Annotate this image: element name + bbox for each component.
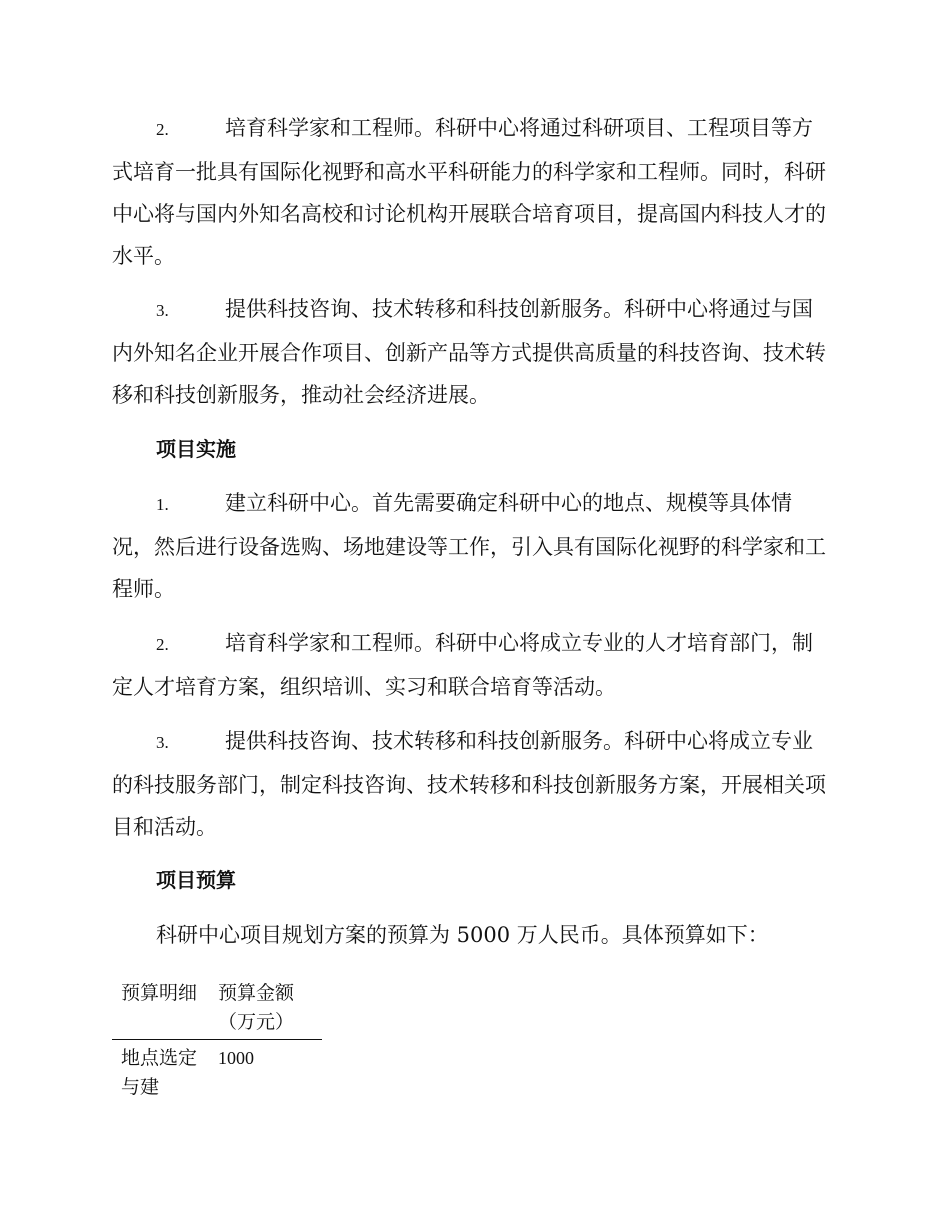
budget-intro: 科研中心项目规划方案的预算为 5000 万人民币。具体预算如下： [156, 923, 769, 947]
table-header-item: 预算明细 [112, 975, 215, 1040]
goal-number: 3. [156, 301, 169, 320]
budget-item-cell: 地点选定与建 [121, 1047, 198, 1098]
goal-item [112, 107, 832, 277]
implementation-text: 培育科学家和工程师。科研中心将成立专业的人才培育部门，制定人才培育方案，组织培训、实习和联合培育等活动。 [112, 631, 813, 699]
implementation-number: 3. [156, 733, 169, 752]
table-header-amount: 预算金额（万元） [215, 975, 322, 1040]
budget-table [112, 975, 322, 1104]
section-heading-implementation: 项目实施 [156, 437, 236, 461]
implementation-item [112, 622, 832, 708]
goal-number: 2. [156, 120, 169, 139]
table-header-row [112, 975, 322, 1040]
section-heading-budget: 项目预算 [156, 868, 236, 892]
goal-text: 提供科技咨询、技术转移和科技创新服务。科研中心将通过与国内外知名企业开展合作项目、创新产品等方式提供高质量的科技咨询、技术转移和科技创新服务，推动社会经济进展。 [112, 297, 826, 407]
implementation-item [112, 482, 832, 610]
implementation-number: 1. [156, 495, 169, 514]
implementation-text: 提供科技咨询、技术转移和科技创新服务。科研中心将成立专业的科技服务部门，制定科技咨询、技术转移和科技创新服务方案，开展相关项目和活动。 [112, 729, 826, 839]
implementation-item [112, 720, 832, 848]
implementation-number: 2. [156, 635, 169, 654]
goal-text: 培育科学家和工程师。科研中心将通过科研项目、工程项目等方式培育一批具有国际化视野和高水平科研能力的科学家和工程师。同时，科研中心将与国内外知名高校和讨论机构开展联合培育项目，提高国内科技人才的水平。 [112, 116, 826, 268]
table-row [112, 1040, 322, 1105]
implementation-text: 建立科研中心。首先需要确定科研中心的地点、规模等具体情况，然后进行设备选购、场地建设等工作，引入具有国际化视野的科学家和工程师。 [112, 491, 826, 601]
budget-amount-cell: 1000 [218, 1048, 254, 1068]
goal-item [112, 288, 832, 416]
